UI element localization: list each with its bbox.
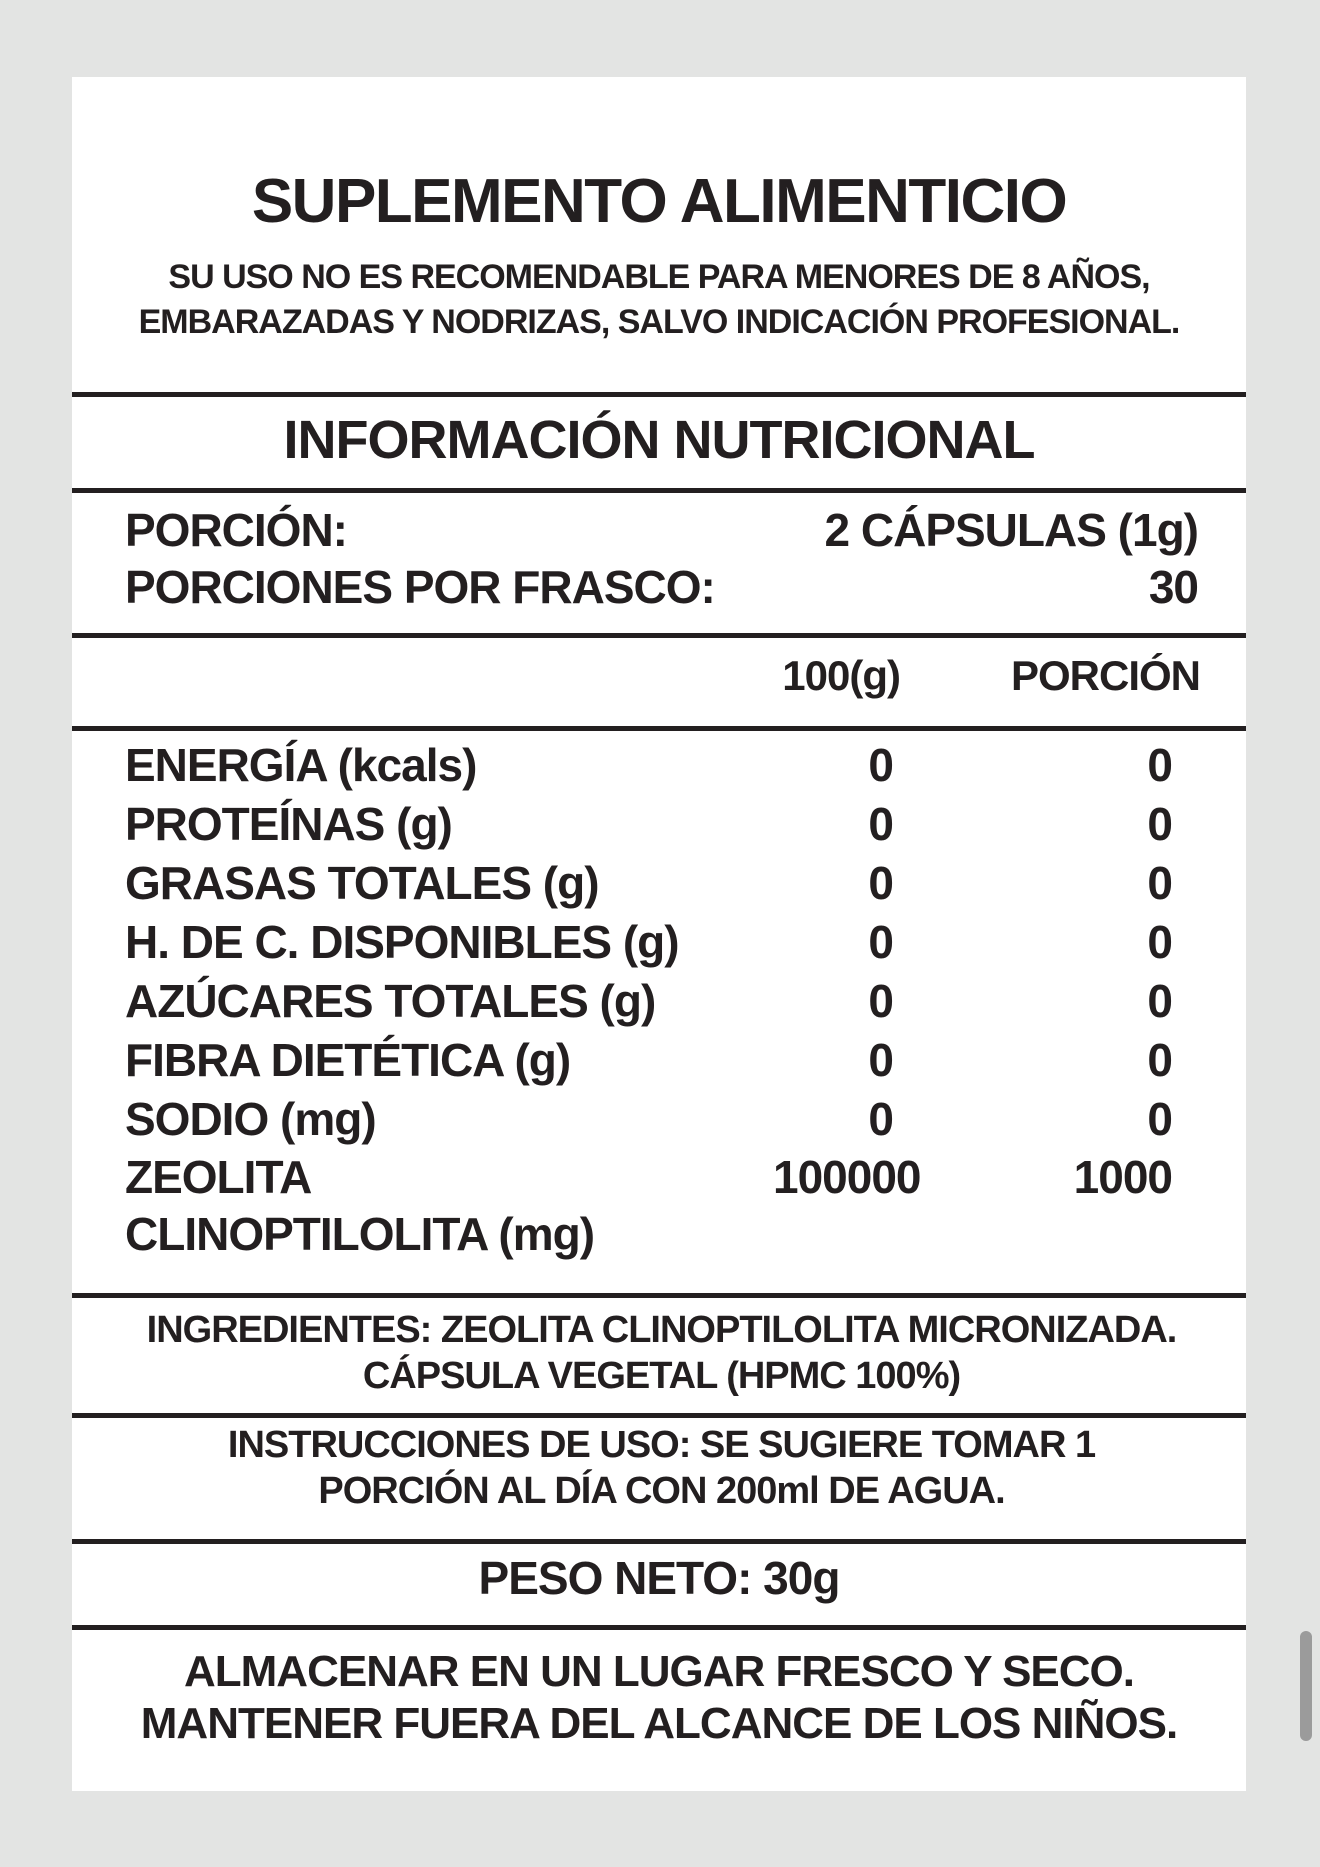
ingredients-line-2: CÁPSULA VEGETAL (HPMC 100%) [362,1355,961,1397]
divider-rule [72,1625,1246,1630]
value-per-portion: 0 [1147,916,1172,968]
value-per-portion: 0 [1147,739,1172,791]
divider-rule [72,1539,1246,1544]
product-type-title: SUPLEMENTO ALIMENTICIO [251,167,1067,236]
table-row [125,736,1172,795]
serving-info [72,493,1246,616]
value-per-100g: 100000 [773,1151,921,1203]
net-weight-text: PESO NETO: 30g [478,1552,840,1604]
nutrient-label: ENERGÍA (kcals) [125,739,477,791]
serving-size-row [125,502,1198,559]
table-row [125,795,1172,854]
nutrient-label: AZÚCARES TOTALES (g) [125,975,656,1027]
column-header-100g: 100(g) [782,652,900,699]
servings-per-container-value: 30 [1148,561,1198,613]
servings-per-container-row [125,559,1198,616]
warning-text [72,255,1246,345]
nutrient-label-line-2: CLINOPTILOLITA (mg) [125,1208,595,1260]
table-row [125,1090,1172,1149]
value-per-portion: 0 [1147,1093,1172,1145]
value-per-100g: 0 [868,739,893,791]
divider-rule [72,1413,1246,1418]
value-per-portion: 0 [1147,798,1172,850]
divider-rule [72,392,1246,397]
instructions-line-1: INSTRUCCIONES DE USO: SE SUGIERE TOMAR 1 [227,1424,1096,1466]
table-row [125,1031,1172,1090]
value-per-portion: 1000 [1073,1151,1172,1203]
serving-size-value: 2 CÁPSULAS (1g) [824,504,1198,556]
table-row [125,1149,1172,1263]
nutrient-label-line-1: ZEOLITA [125,1151,312,1203]
value-per-100g: 0 [868,975,893,1027]
table-column-headers [72,646,1246,706]
value-per-100g: 0 [868,1093,893,1145]
divider-rule [72,633,1246,638]
column-header-spacer [125,646,750,706]
warning-line-1: SU USO NO ES RECOMENDABLE PARA MENORES DE 8 AÑOS, [168,258,1150,296]
warning-line-2: EMBARAZADAS Y NODRIZAS, SALVO INDICACIÓN PROFESIONAL. [138,303,1180,341]
value-per-100g: 0 [868,1034,893,1086]
value-per-100g: 0 [868,798,893,850]
usage-instructions-text [72,1422,1246,1514]
storage-line-1: ALMACENAR EN UN LUGAR FRESCO Y SECO. [183,1647,1134,1696]
label-panel [72,77,1246,1791]
ingredients-text [72,1307,1246,1399]
scrollbar-thumb[interactable] [1300,1631,1312,1741]
servings-per-container-label: PORCIONES POR FRASCO: [125,561,715,613]
nutrient-label: FIBRA DIETÉTICA (g) [125,1034,571,1086]
nutrient-label: SODIO (mg) [125,1093,376,1145]
value-per-100g: 0 [868,857,893,909]
table-row [125,913,1172,972]
value-per-portion: 0 [1147,975,1172,1027]
storage-instructions-text [72,1646,1246,1750]
nutrition-section-title: INFORMACIÓN NUTRICIONAL [283,410,1035,470]
value-per-portion: 0 [1147,857,1172,909]
instructions-line-2: PORCIÓN AL DÍA CON 200ml DE AGUA. [318,1470,1005,1512]
nutrient-table [72,731,1246,1263]
nutrient-label: PROTEÍNAS (g) [125,798,452,850]
column-header-portion: PORCIÓN [1010,652,1200,699]
table-row [125,854,1172,913]
value-per-100g: 0 [868,916,893,968]
nutrient-label [125,1149,773,1263]
serving-size-label: PORCIÓN: [125,504,347,556]
ingredients-line-1: INGREDIENTES: ZEOLITA CLINOPTILOLITA MICRONIZADA. [146,1309,1177,1351]
nutrient-label: H. DE C. DISPONIBLES (g) [125,916,679,968]
divider-rule [72,1293,1246,1298]
storage-line-2: MANTENER FUERA DEL ALCANCE DE LOS NIÑOS. [140,1699,1178,1748]
nutrient-label: GRASAS TOTALES (g) [125,857,599,909]
table-row [125,972,1172,1031]
value-per-portion: 0 [1147,1034,1172,1086]
